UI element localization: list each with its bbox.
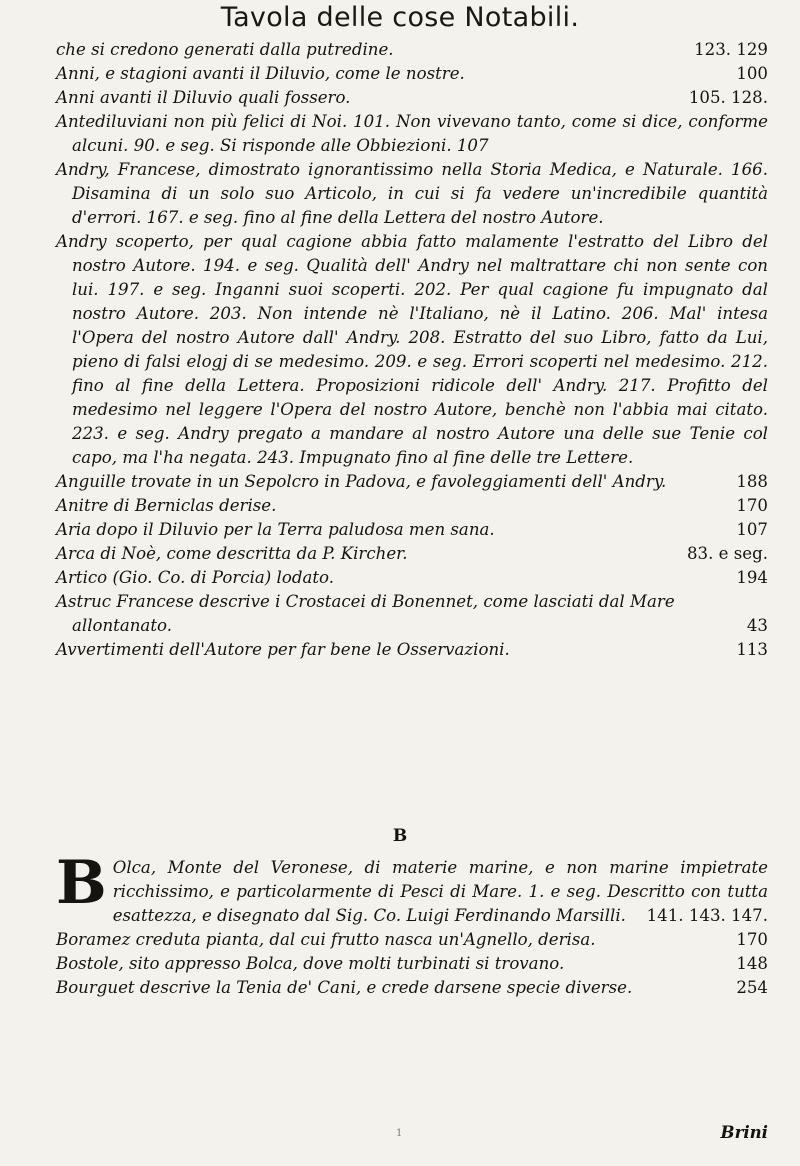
index-entry: Boramez creduta pianta, dal cui frutto nasca un'Agnello, derisa. 170 — [56, 930, 768, 949]
index-entry: Anni, e stagioni avanti il Diluvio, come le nostre. 100 — [56, 64, 768, 83]
index-entry: Aria dopo il Diluvio per la Terra paludosa men sana. 107 — [56, 520, 768, 539]
index-entry: Anitre di Berniclas derise. 170 — [56, 496, 768, 515]
index-entry: Arca di Noè, come descritta da P. Kircher. 83. e seg. — [56, 544, 768, 563]
index-paragraph: Andry scoperto, per qual cagione abbia fatto malamente l'estratto del Libro del nostro Autore. 194. e seg. Qualità dell' Andry nel maltrattare chi non sente con lui. 197. e seg. Inganni suoi scoperti. 202. Per qual cagione fu impugnato dal nostro Autore. 203. Non intende nè l'Italiano, nè il Latino. 206. Mal' intesa l'Opera del nostro Autore dall' Andry. 208. Estratto del suo Libro, fatto da Lui, pieno di falsi elogj di se medesimo. 209. e seg. Errori scoperti nel medesimo. 212. fino al fine della Lettera. Proposizioni ridicole dell' Andry. 217. Profitto del medesimo nel leggere l'Opera del nostro Autore, benchè non l'abbia mai citato. 223. e seg. Andry pregato a mandare al nostro Autore una delle sue Tenie col capo, ma l'ha negata. 243. Impugnato fino al fine delle tre Lettere. — [56, 232, 768, 467]
index-entry: Avvertimenti dell'Autore per far bene le Osservazioni. 113 — [56, 640, 768, 659]
index-entry: Bostole, sito appresso Bolca, dove molti turbinati si trovano. 148 — [56, 954, 768, 973]
footer-mark: 1 — [396, 1128, 403, 1139]
index-paragraph: Andry, Francese, dimostrato ignorantissimo nella Storia Medica, e Naturale. 166. Disamina di un solo suo Articolo, in cui si fa vedere un'incredibile quantità d'errori. 167. e seg. fino al fine della Lettera del nostro Autore. — [56, 160, 768, 227]
index-entry: che si credono generati dalla putredine. 123. 129 — [56, 40, 768, 59]
index-entries-a — [56, 38, 768, 662]
index-entry: Artico (Gio. Co. di Porcia) lodato. 194 — [56, 568, 768, 587]
index-entry: Anguille trovate in un Sepolcro in Padova, e favoleggiamenti dell' Andry. 188 — [56, 472, 768, 491]
index-paragraph: B Olca, Monte del Veronese, di materie marine, e non marine impietrate ricchissimo, e particolarmente di Pesci di Mare. 1. e seg. Descritto con tutta esattezza, e disegnato dal Sig. Co. Luigi Ferdinando Marsilli. 141. 143. 147. — [56, 848, 768, 925]
index-entry: Anni avanti il Diluvio quali fossero. 105. 128. — [56, 88, 768, 107]
index-entries-b — [56, 848, 768, 1000]
section-letter: B — [392, 826, 408, 846]
index-paragraph: Antediluviani non più felici di Noi. 101. Non vivevano tanto, come si dice, conforme alcuni. 90. e seg. Si risponde alle Obbiezioni. 107 — [56, 112, 768, 155]
index-entry: Astruc Francese descrive i Crostacei di Bonennet, come lasciati dal Mare allontanato. 43 — [56, 592, 768, 635]
page-title: Tavola delle cose Notabili. — [220, 2, 580, 33]
index-entry: Bourguet descrive la Tenia de' Cani, e crede darsene specie diverse. 254 — [56, 978, 768, 997]
drop-cap: B — [56, 848, 107, 918]
catchword: Brini — [720, 1122, 768, 1142]
